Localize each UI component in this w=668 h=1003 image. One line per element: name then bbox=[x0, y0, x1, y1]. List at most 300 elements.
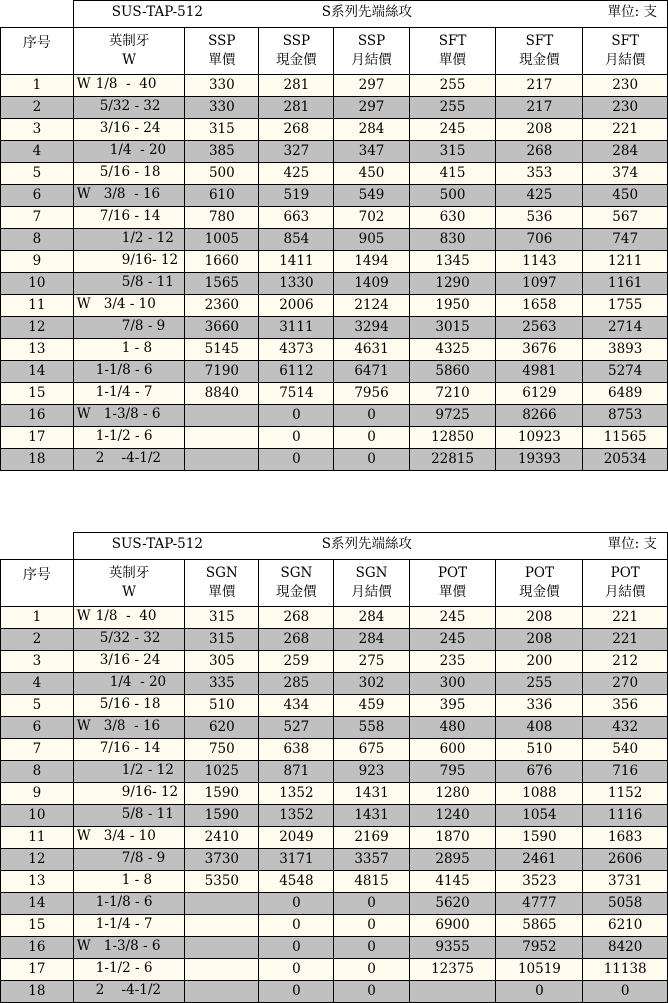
price-cell: 1755 bbox=[583, 295, 668, 317]
price-cell: 3731 bbox=[583, 871, 668, 893]
price-cell: 558 bbox=[334, 717, 409, 739]
seq-cell: 2 bbox=[1, 97, 74, 119]
price-cell: 212 bbox=[583, 651, 668, 673]
thread-header-line1: 英制牙 bbox=[108, 33, 150, 49]
whitworth-mark: W bbox=[76, 76, 91, 92]
product-line-label: POT bbox=[524, 565, 554, 581]
price-cell: 6210 bbox=[583, 915, 668, 937]
thread-size: 7/8 - 9 bbox=[121, 850, 166, 866]
price-cell: 385 bbox=[185, 141, 259, 163]
seq-cell: 18 bbox=[1, 449, 74, 471]
thread-size-cell bbox=[73, 75, 185, 97]
unit-label: 單位: 支 bbox=[607, 4, 657, 20]
thread-header-line2: W bbox=[122, 584, 137, 600]
price-cell: 0 bbox=[334, 959, 409, 981]
price-type-label: 現金價 bbox=[519, 52, 560, 68]
table-row bbox=[1, 163, 668, 185]
price-cell: 3523 bbox=[496, 871, 583, 893]
price-cell: 2714 bbox=[583, 317, 668, 339]
price-cell: 4815 bbox=[334, 871, 409, 893]
thread-size: 1-1/8 - 6 bbox=[95, 894, 153, 910]
seq-cell: 5 bbox=[1, 163, 74, 185]
price-cell: 780 bbox=[185, 207, 259, 229]
thread-header bbox=[73, 28, 185, 75]
price-cell: 716 bbox=[583, 761, 668, 783]
thread-size-cell bbox=[73, 937, 185, 959]
price-cell: 480 bbox=[409, 717, 496, 739]
price-cell: 3171 bbox=[259, 849, 334, 871]
price-cell: 432 bbox=[583, 717, 668, 739]
price-cell: 208 bbox=[496, 119, 583, 141]
seq-cell: 8 bbox=[1, 761, 74, 783]
price-cell: 10923 bbox=[496, 427, 583, 449]
price-cell: 0 bbox=[259, 981, 334, 1003]
price-type-label: 現金價 bbox=[276, 52, 317, 68]
price-cell: 284 bbox=[334, 629, 409, 651]
price-cell: 7190 bbox=[185, 361, 259, 383]
price-type-label: 現金價 bbox=[519, 584, 560, 600]
price-cell: 395 bbox=[409, 695, 496, 717]
price-cell: 208 bbox=[496, 629, 583, 651]
price-cell: 795 bbox=[409, 761, 496, 783]
thread-size: 2 -4-1/2 bbox=[95, 450, 161, 466]
table-row bbox=[1, 75, 668, 97]
price-cell: 245 bbox=[409, 119, 496, 141]
price-cell: 1240 bbox=[409, 805, 496, 827]
price-cell: 1054 bbox=[496, 805, 583, 827]
price-cell: 230 bbox=[583, 97, 668, 119]
price-cell: 923 bbox=[334, 761, 409, 783]
price-cell: 315 bbox=[409, 141, 496, 163]
price-cell: 259 bbox=[259, 651, 334, 673]
thread-size-cell bbox=[73, 97, 185, 119]
price-cell: 284 bbox=[334, 119, 409, 141]
price-cell: 1025 bbox=[185, 761, 259, 783]
price-cell: 0 bbox=[259, 959, 334, 981]
thread-size-cell bbox=[73, 849, 185, 871]
seq-cell: 4 bbox=[1, 673, 74, 695]
price-cell: 1005 bbox=[185, 229, 259, 251]
whitworth-mark: W bbox=[76, 608, 91, 624]
price-cell: 208 bbox=[496, 607, 583, 629]
price-cell: 1290 bbox=[409, 273, 496, 295]
seq-cell: 14 bbox=[1, 893, 74, 915]
thread-size: 3/4 - 10 bbox=[103, 828, 156, 844]
price-cell: 356 bbox=[583, 695, 668, 717]
corner-blank-cell bbox=[1, 533, 74, 560]
product-line-label: SGN bbox=[280, 565, 313, 581]
unit-label: 單位: 支 bbox=[607, 536, 657, 552]
price-cell: 3294 bbox=[334, 317, 409, 339]
price-cell: 1330 bbox=[259, 273, 334, 295]
seq-cell: 12 bbox=[1, 849, 74, 871]
seq-cell: 1 bbox=[1, 607, 74, 629]
price-cell: 854 bbox=[259, 229, 334, 251]
corner-blank-cell bbox=[1, 1, 74, 28]
price-cell: 1590 bbox=[185, 805, 259, 827]
price-column-header bbox=[583, 28, 668, 75]
product-line-label: SFT bbox=[438, 33, 467, 49]
price-cell: 425 bbox=[496, 185, 583, 207]
price-cell: 0 bbox=[334, 981, 409, 1003]
price-cell: 19393 bbox=[496, 449, 583, 471]
price-cell: 2410 bbox=[185, 827, 259, 849]
price-cell: 0 bbox=[334, 893, 409, 915]
price-column-header bbox=[334, 28, 409, 75]
table-row bbox=[1, 295, 668, 317]
table-row bbox=[1, 981, 668, 1003]
table-title-row bbox=[73, 1, 667, 28]
price-cell: 871 bbox=[259, 761, 334, 783]
thread-size-cell bbox=[73, 761, 185, 783]
price-type-label: 現金價 bbox=[276, 584, 317, 600]
table-row bbox=[1, 915, 668, 937]
price-type-label: 月結價 bbox=[604, 52, 646, 68]
thread-size: 5/16 - 18 bbox=[99, 164, 161, 180]
price-cell: 353 bbox=[496, 163, 583, 185]
price-cell bbox=[185, 981, 259, 1003]
seq-cell: 9 bbox=[1, 251, 74, 273]
thread-size: 1 - 8 bbox=[121, 340, 153, 356]
table-row bbox=[1, 959, 668, 981]
seq-cell: 2 bbox=[1, 629, 74, 651]
price-column-header bbox=[496, 560, 583, 607]
price-cell: 12850 bbox=[409, 427, 496, 449]
whitworth-mark: W bbox=[76, 296, 91, 312]
thread-size-cell bbox=[73, 651, 185, 673]
price-cell: 7210 bbox=[409, 383, 496, 405]
thread-size: 1/4 - 20 bbox=[109, 142, 167, 158]
price-cell: 1683 bbox=[583, 827, 668, 849]
price-table-sgn-pot bbox=[0, 532, 668, 1003]
table-row bbox=[1, 141, 668, 163]
price-cell: 12375 bbox=[409, 959, 496, 981]
price-cell: 1352 bbox=[259, 805, 334, 827]
price-column-header bbox=[185, 560, 259, 607]
product-line-label: POT bbox=[610, 565, 640, 581]
product-line-label: SSP bbox=[282, 33, 311, 49]
price-cell: 630 bbox=[409, 207, 496, 229]
seq-cell: 16 bbox=[1, 937, 74, 959]
thread-size-cell bbox=[73, 383, 185, 405]
thread-size: 9/16- 12 bbox=[121, 784, 179, 800]
price-cell: 4777 bbox=[496, 893, 583, 915]
price-cell: 275 bbox=[334, 651, 409, 673]
price-cell: 663 bbox=[259, 207, 334, 229]
price-cell: 2360 bbox=[185, 295, 259, 317]
price-cell: 0 bbox=[259, 405, 334, 427]
table-row bbox=[1, 229, 668, 251]
thread-size-cell bbox=[73, 185, 185, 207]
price-cell: 600 bbox=[409, 739, 496, 761]
product-line-label: POT bbox=[437, 565, 468, 581]
price-cell: 5274 bbox=[583, 361, 668, 383]
price-cell: 297 bbox=[334, 75, 409, 97]
whitworth-mark: W bbox=[76, 406, 91, 422]
price-cell: 6112 bbox=[259, 361, 334, 383]
price-cell: 4981 bbox=[496, 361, 583, 383]
table-row bbox=[1, 871, 668, 893]
price-cell bbox=[185, 449, 259, 471]
thread-size-cell bbox=[73, 695, 185, 717]
price-type-label: 月結價 bbox=[351, 584, 392, 600]
price-cell: 268 bbox=[259, 629, 334, 651]
price-cell: 285 bbox=[259, 673, 334, 695]
price-cell: 1431 bbox=[334, 783, 409, 805]
price-cell bbox=[409, 981, 496, 1003]
thread-size: 3/4 - 10 bbox=[103, 296, 156, 312]
table-row bbox=[1, 251, 668, 273]
price-cell bbox=[185, 893, 259, 915]
price-type-label: 單價 bbox=[208, 584, 236, 600]
price-cell: 510 bbox=[496, 739, 583, 761]
price-cell: 347 bbox=[334, 141, 409, 163]
price-cell: 2006 bbox=[259, 295, 334, 317]
seq-cell: 7 bbox=[1, 207, 74, 229]
price-table bbox=[0, 532, 668, 1003]
thread-size-cell bbox=[73, 981, 185, 1003]
table-title-row bbox=[73, 533, 667, 560]
price-cell: 3015 bbox=[409, 317, 496, 339]
price-cell: 536 bbox=[496, 207, 583, 229]
thread-size: 9/16- 12 bbox=[121, 252, 179, 268]
table-row bbox=[1, 937, 668, 959]
price-cell: 1658 bbox=[496, 295, 583, 317]
price-cell: 6900 bbox=[409, 915, 496, 937]
price-cell: 6489 bbox=[583, 383, 668, 405]
table-row bbox=[1, 717, 668, 739]
price-cell: 336 bbox=[496, 695, 583, 717]
price-cell: 5145 bbox=[185, 339, 259, 361]
thread-size-cell bbox=[73, 629, 185, 651]
thread-size-cell bbox=[73, 141, 185, 163]
table-row bbox=[1, 339, 668, 361]
price-cell: 905 bbox=[334, 229, 409, 251]
price-cell: 305 bbox=[185, 651, 259, 673]
thread-size: 7/16 - 14 bbox=[99, 740, 161, 756]
price-cell: 1431 bbox=[334, 805, 409, 827]
thread-size-cell bbox=[73, 163, 185, 185]
seq-cell: 4 bbox=[1, 141, 74, 163]
series-title: S系列先端絲攻 bbox=[321, 4, 413, 20]
price-cell: 315 bbox=[185, 607, 259, 629]
price-cell: 268 bbox=[259, 119, 334, 141]
product-code: SUS-TAP-512 bbox=[111, 4, 203, 20]
seq-cell: 14 bbox=[1, 361, 74, 383]
price-cell: 0 bbox=[583, 981, 668, 1003]
price-cell: 281 bbox=[259, 75, 334, 97]
product-line-label: SFT bbox=[525, 33, 554, 49]
seq-cell: 16 bbox=[1, 405, 74, 427]
price-cell: 10519 bbox=[496, 959, 583, 981]
price-cell: 500 bbox=[185, 163, 259, 185]
price-cell bbox=[185, 959, 259, 981]
price-cell: 221 bbox=[583, 607, 668, 629]
price-cell: 0 bbox=[259, 893, 334, 915]
thread-size: 3/8 - 16 bbox=[103, 718, 161, 734]
price-cell: 510 bbox=[185, 695, 259, 717]
price-column-header bbox=[409, 28, 496, 75]
price-cell: 11138 bbox=[583, 959, 668, 981]
price-cell: 217 bbox=[496, 75, 583, 97]
product-line-label: SSP bbox=[357, 33, 386, 49]
thread-header bbox=[73, 560, 185, 607]
seq-cell: 17 bbox=[1, 427, 74, 449]
series-title: S系列先端絲攻 bbox=[321, 536, 413, 552]
price-column-header bbox=[259, 560, 334, 607]
thread-size: 5/8 - 11 bbox=[121, 274, 174, 290]
price-cell: 8420 bbox=[583, 937, 668, 959]
price-cell: 5620 bbox=[409, 893, 496, 915]
thread-size: 1/4 - 20 bbox=[109, 674, 167, 690]
price-type-label: 月結價 bbox=[604, 584, 646, 600]
price-column-header bbox=[259, 28, 334, 75]
product-line-label: SGN bbox=[205, 565, 238, 581]
price-cell: 1409 bbox=[334, 273, 409, 295]
price-cell: 300 bbox=[409, 673, 496, 695]
seq-cell: 18 bbox=[1, 981, 74, 1003]
table-row bbox=[1, 449, 668, 471]
price-cell: 217 bbox=[496, 97, 583, 119]
thread-size: 7/16 - 14 bbox=[99, 208, 161, 224]
price-cell: 3730 bbox=[185, 849, 259, 871]
thread-size-cell bbox=[73, 673, 185, 695]
whitworth-mark: W bbox=[76, 938, 91, 954]
thread-size-cell bbox=[73, 405, 185, 427]
thread-size: 3/8 - 16 bbox=[103, 186, 161, 202]
thread-size-cell bbox=[73, 229, 185, 251]
price-cell: 1870 bbox=[409, 827, 496, 849]
price-cell: 830 bbox=[409, 229, 496, 251]
table-row bbox=[1, 317, 668, 339]
price-cell: 245 bbox=[409, 629, 496, 651]
thread-size-cell bbox=[73, 339, 185, 361]
table-row bbox=[1, 273, 668, 295]
price-cell: 335 bbox=[185, 673, 259, 695]
price-cell: 415 bbox=[409, 163, 496, 185]
price-cell: 3660 bbox=[185, 317, 259, 339]
price-cell: 255 bbox=[409, 75, 496, 97]
price-column-header bbox=[185, 28, 259, 75]
thread-size: 2 -4-1/2 bbox=[95, 982, 161, 998]
price-cell: 7952 bbox=[496, 937, 583, 959]
price-cell: 7956 bbox=[334, 383, 409, 405]
price-cell: 1211 bbox=[583, 251, 668, 273]
table-row bbox=[1, 849, 668, 871]
price-column-header bbox=[496, 28, 583, 75]
price-type-label: 單價 bbox=[439, 52, 467, 68]
price-cell: 638 bbox=[259, 739, 334, 761]
seq-cell: 9 bbox=[1, 783, 74, 805]
price-cell: 1411 bbox=[259, 251, 334, 273]
product-line-label: SFT bbox=[611, 33, 639, 49]
price-cell: 567 bbox=[583, 207, 668, 229]
price-cell: 5350 bbox=[185, 871, 259, 893]
price-cell: 1590 bbox=[185, 783, 259, 805]
thread-size: 1-3/8 - 6 bbox=[103, 406, 161, 422]
thread-size-cell bbox=[73, 783, 185, 805]
price-cell: 284 bbox=[583, 141, 668, 163]
thread-size-cell bbox=[73, 207, 185, 229]
seq-cell: 3 bbox=[1, 651, 74, 673]
seq-cell: 12 bbox=[1, 317, 74, 339]
table-row bbox=[1, 695, 668, 717]
seq-cell: 1 bbox=[1, 75, 74, 97]
price-cell: 1097 bbox=[496, 273, 583, 295]
table-row bbox=[1, 97, 668, 119]
seq-cell: 11 bbox=[1, 295, 74, 317]
thread-size-cell bbox=[73, 317, 185, 339]
thread-size: 1/8 - 40 bbox=[95, 76, 157, 92]
whitworth-mark: W bbox=[76, 828, 91, 844]
price-cell: 610 bbox=[185, 185, 259, 207]
price-cell bbox=[185, 937, 259, 959]
seq-header: 序号 bbox=[1, 28, 74, 75]
price-cell: 5860 bbox=[409, 361, 496, 383]
thread-size-cell bbox=[73, 893, 185, 915]
price-cell: 221 bbox=[583, 629, 668, 651]
price-cell: 9355 bbox=[409, 937, 496, 959]
table-row bbox=[1, 119, 668, 141]
price-cell: 8266 bbox=[496, 405, 583, 427]
price-cell: 235 bbox=[409, 651, 496, 673]
thread-size-cell bbox=[73, 717, 185, 739]
price-cell: 2563 bbox=[496, 317, 583, 339]
seq-cell: 8 bbox=[1, 229, 74, 251]
product-code: SUS-TAP-512 bbox=[111, 536, 203, 552]
price-cell: 0 bbox=[259, 937, 334, 959]
price-cell: 675 bbox=[334, 739, 409, 761]
price-cell: 284 bbox=[334, 607, 409, 629]
thread-size-cell bbox=[73, 427, 185, 449]
price-cell: 0 bbox=[259, 915, 334, 937]
price-cell: 527 bbox=[259, 717, 334, 739]
price-column-header bbox=[583, 560, 668, 607]
price-table bbox=[0, 0, 668, 471]
table-row bbox=[1, 607, 668, 629]
price-cell: 3893 bbox=[583, 339, 668, 361]
price-cell: 245 bbox=[409, 607, 496, 629]
price-cell bbox=[185, 915, 259, 937]
price-cell: 425 bbox=[259, 163, 334, 185]
price-cell: 5865 bbox=[496, 915, 583, 937]
table-row bbox=[1, 383, 668, 405]
price-cell: 330 bbox=[185, 97, 259, 119]
price-cell: 1143 bbox=[496, 251, 583, 273]
seq-header: 序号 bbox=[1, 560, 74, 607]
seq-cell: 6 bbox=[1, 717, 74, 739]
price-cell: 0 bbox=[259, 427, 334, 449]
price-cell: 2124 bbox=[334, 295, 409, 317]
thread-size-cell bbox=[73, 273, 185, 295]
price-cell: 315 bbox=[185, 629, 259, 651]
seq-cell: 10 bbox=[1, 273, 74, 295]
price-cell: 459 bbox=[334, 695, 409, 717]
price-cell: 330 bbox=[185, 75, 259, 97]
price-cell: 702 bbox=[334, 207, 409, 229]
price-column-header bbox=[409, 560, 496, 607]
price-cell: 8840 bbox=[185, 383, 259, 405]
table-row bbox=[1, 651, 668, 673]
price-cell: 750 bbox=[185, 739, 259, 761]
thread-size: 1-1/2 - 6 bbox=[95, 960, 153, 976]
price-cell: 1950 bbox=[409, 295, 496, 317]
price-cell: 4145 bbox=[409, 871, 496, 893]
seq-cell: 5 bbox=[1, 695, 74, 717]
price-cell: 0 bbox=[334, 427, 409, 449]
table-row bbox=[1, 805, 668, 827]
price-cell: 268 bbox=[259, 607, 334, 629]
